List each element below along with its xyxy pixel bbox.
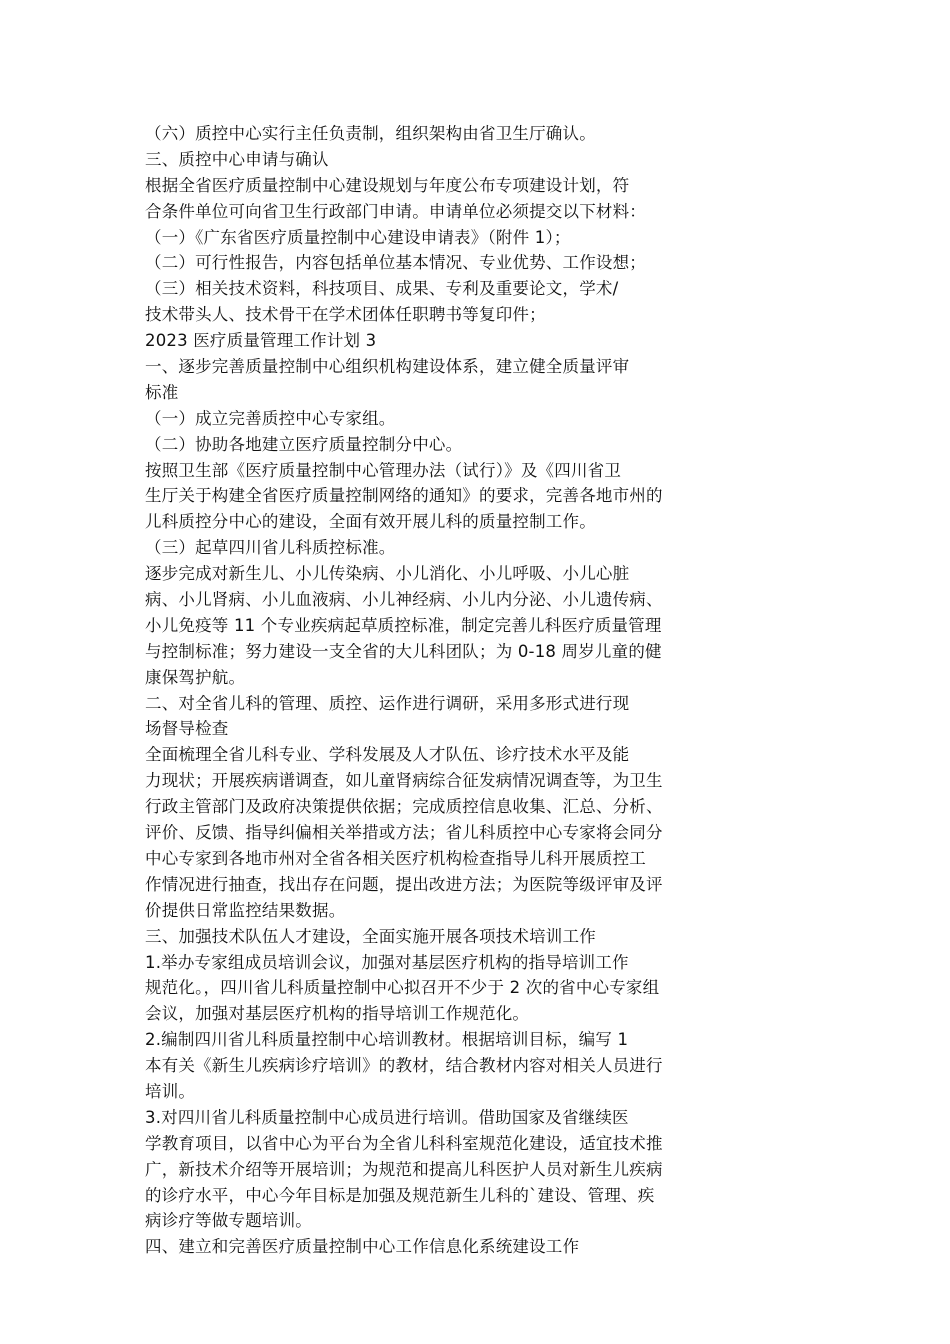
text-line: （三）起草四川省儿科质控标准。 xyxy=(145,538,396,558)
section-heading: 四、建立和完善医疗质量控制中心工作信息化系统建设工作 xyxy=(145,1237,580,1257)
text-line: 广，新技术介绍等开展培训；为规范和提高儿科医护人员对新生儿疾病 xyxy=(145,1159,663,1179)
text-line: 病、小儿肾病、小儿血液病、小儿神经病、小儿内分泌、小儿遗传病、 xyxy=(145,590,663,610)
text-line: 中心专家到各地市州对全省各相关医疗机构检查指导儿科开展质控工 xyxy=(145,848,646,868)
text-line: 1.举办专家组成员培训会议，加强对基层医疗机构的指导培训工作 xyxy=(145,952,629,972)
text-line: 根据全省医疗质量控制中心建设规划与年度公布专项建设计划，符 xyxy=(145,175,630,195)
text-line: 规范化。，四川省儿科质量控制中心拟召开不少于 2 次的省中心专家组 xyxy=(145,978,660,998)
text-line: 会议，加强对基层医疗机构的指导培训工作规范化。 xyxy=(145,1004,530,1024)
text-line: 按照卫生部《医疗质量控制中心管理办法（试行）》及《四川省卫 xyxy=(145,460,622,480)
text-line: 价提供日常监控结果数据。 xyxy=(145,900,346,920)
text-line: 生厅关于构建全省医疗质量控制网络的通知》的要求，完善各地市州的 xyxy=(145,486,663,506)
text-line: 的诊疗水平，中心今年目标是加强及规范新生儿科的`建设、管理、疾 xyxy=(145,1185,655,1205)
text-line: 2.编制四川省儿科质量控制中心培训教材。根据培训目标，编写 1 xyxy=(145,1030,629,1050)
text-line: （六）质控中心实行主任负责制，组织架构由省卫生厅确认。 xyxy=(145,124,596,143)
text-line: 与控制标准；努力建设一支全省的大儿科团队；为 0-18 周岁儿童的健 xyxy=(145,641,662,661)
document-body xyxy=(145,121,745,1260)
text-line: 本有关《新生儿疾病诊疗培训》的教材，结合教材内容对相关人员进行 xyxy=(145,1056,663,1076)
text-line: 逐步完成对新生儿、小儿传染病、小儿消化、小儿呼吸、小儿心脏 xyxy=(145,564,630,584)
text-line: （一）成立完善质控中心专家组。 xyxy=(145,408,396,428)
text-line: （一）《广东省医疗质量控制中心建设申请表》（附件 1）； xyxy=(145,227,571,247)
text-line: 作情况进行抽查，找出存在问题，提出改进方法；为医院等级评审及评 xyxy=(145,874,663,894)
text-line: （二）协助各地建立医疗质量控制分中心。 xyxy=(145,434,463,454)
section-heading: 二、对全省儿科的管理、质控、运作进行调研，采用多形式进行现 xyxy=(145,693,630,713)
section-heading: 一、逐步完善质量控制中心组织机构建设体系，建立健全质量评审 xyxy=(145,357,630,377)
text-line: 儿科质控分中心的建设，全面有效开展儿科的质量控制工作。 xyxy=(145,512,596,532)
text-line: 全面梳理全省儿科专业、学科发展及人才队伍、诊疗技术水平及能 xyxy=(145,745,630,765)
text-line: 康保驾护航。 xyxy=(145,667,246,687)
text-line: 3.对四川省儿科质量控制中心成员进行培训。借助国家及省继续医 xyxy=(145,1107,629,1127)
text-line: （三）相关技术资料，科技项目、成果、专利及重要论文，学术/ xyxy=(145,279,619,299)
text-line: 技术带头人、技术骨干在学术团体任职聘书等复印件； xyxy=(145,305,546,325)
text-line: 合条件单位可向省卫生行政部门申请。申请单位必须提交以下材料： xyxy=(145,201,646,221)
text-line: 评价、反馈、指导纠偏相关举措或方法；省儿科质控中心专家将会同分 xyxy=(145,823,663,843)
document-title: 2023 医疗质量管理工作计划 3 xyxy=(145,331,377,351)
text-line: 行政主管部门及政府决策提供依据；完成质控信息收集、汇总、分析、 xyxy=(145,797,663,817)
section-heading: 标准 xyxy=(145,382,179,402)
text-line: 病诊疗等做专题培训。 xyxy=(145,1211,312,1231)
section-heading: 场督导检查 xyxy=(145,719,229,739)
section-heading: 三、质控中心申请与确认 xyxy=(145,149,329,169)
text-line: （二）可行性报告，内容包括单位基本情况、专业优势、工作设想； xyxy=(145,253,646,273)
text-line: 学教育项目，以省中心为平台为全省儿科科室规范化建设，适宜技术推 xyxy=(145,1133,663,1153)
text-line: 小儿免疫等 11 个专业疾病起草质控标准，制定完善儿科医疗质量管理 xyxy=(145,615,662,635)
text-line: 力现状；开展疾病谱调查，如儿童肾病综合征发病情况调查等，为卫生 xyxy=(145,771,663,791)
section-heading: 三、加强技术队伍人才建设，全面实施开展各项技术培训工作 xyxy=(145,926,596,946)
text-line: 培训。 xyxy=(145,1081,196,1101)
